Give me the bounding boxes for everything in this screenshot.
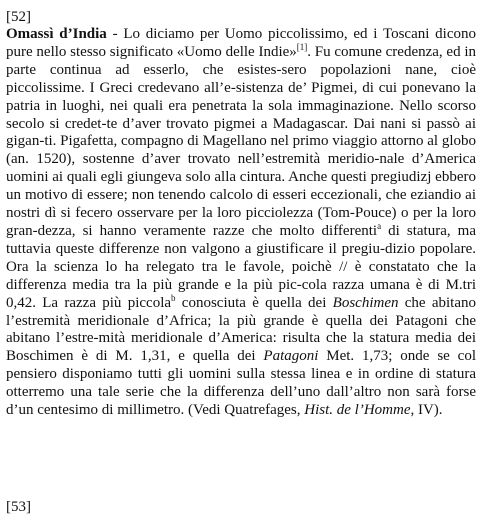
text-segment: Met. 1,73; onde se col pensiero disponiamo tutti gli uomini sulla stessa linea e in ordine di statura otterremo una tale serie che la differenza dell’uno dall’altro non sarà forse d’un centesimo di millimetro. (Vedi Quatrefages, <box>6 348 476 419</box>
entry-number: [52] <box>6 9 31 25</box>
cited-work-title: Hist. de l’Homme <box>304 402 411 419</box>
text-segment: , IV). <box>410 402 443 419</box>
italic-term: Patagoni <box>263 348 319 365</box>
headword: Omassì d’India <box>6 26 107 42</box>
entry-paragraph <box>6 26 476 420</box>
footnote-marker[interactable]: [1] <box>296 41 308 52</box>
note-marker-b: b <box>171 292 176 303</box>
document-page <box>6 8 476 420</box>
text-segment: . Fu comune credenza, ed in parte continua ad esserlo, che esistes-sero popolazioni nane, cioè piccolissime. I Greci credevano all’e-sistenza de’ Pigmei, di cui ponevano la patria in luoghi, nei quali era penetrata la sola immaginazione. Nello scorso secolo si credet-te d’aver trovato pigmei a Madagascar. Dai nani si passò ai gigan-ti. Pigafetta, compagno di Magellano nel primo viaggio attorno al globo (an. 1520), sostenne d’aver trovato nell’estremità meridio-nale d’America uomini ai quali egli giungeva solo alla cintura. Anche questi pregiudizj ebbero un motivo di essere; non tenendo calcolo di esseri eccezionali, che eziandio ai nostri dì si fecero osservare per la loro picciolezza (Tom-Pouce) o per la loro gran-dezza, si hanno veramente razze che molto differenti <box>6 43 476 239</box>
text-segment: di statura, ma tuttavia queste differenze non valgono a giustificare il pregiu-dizio popolare. Ora la scienza lo ha relegato tra le favole, poichè // è constatato che la differenza media tra la più grande e la più pic-cola razza umana è di M.tri 0,42. La razza più piccola <box>6 222 476 311</box>
text-segment: - Lo diciamo per Uomo piccolissimo, ed i Toscani dicono pure nello stesso significato «Uomo delle Indie» <box>6 26 476 60</box>
text-segment: conosciuta è quella dei <box>175 294 333 311</box>
note-marker-a: a <box>377 220 382 231</box>
text-segment: che abitano l’estremità meridionale d’Africa; la più grande è quella dei Patagoni che abitano l’estre-mità meridionale d’America: risulta che la statura media dei Boschimen è di M. 1,31, e quella dei <box>6 294 477 365</box>
next-entry-number: [53] <box>6 499 31 515</box>
italic-term: Boschimen <box>332 294 399 311</box>
